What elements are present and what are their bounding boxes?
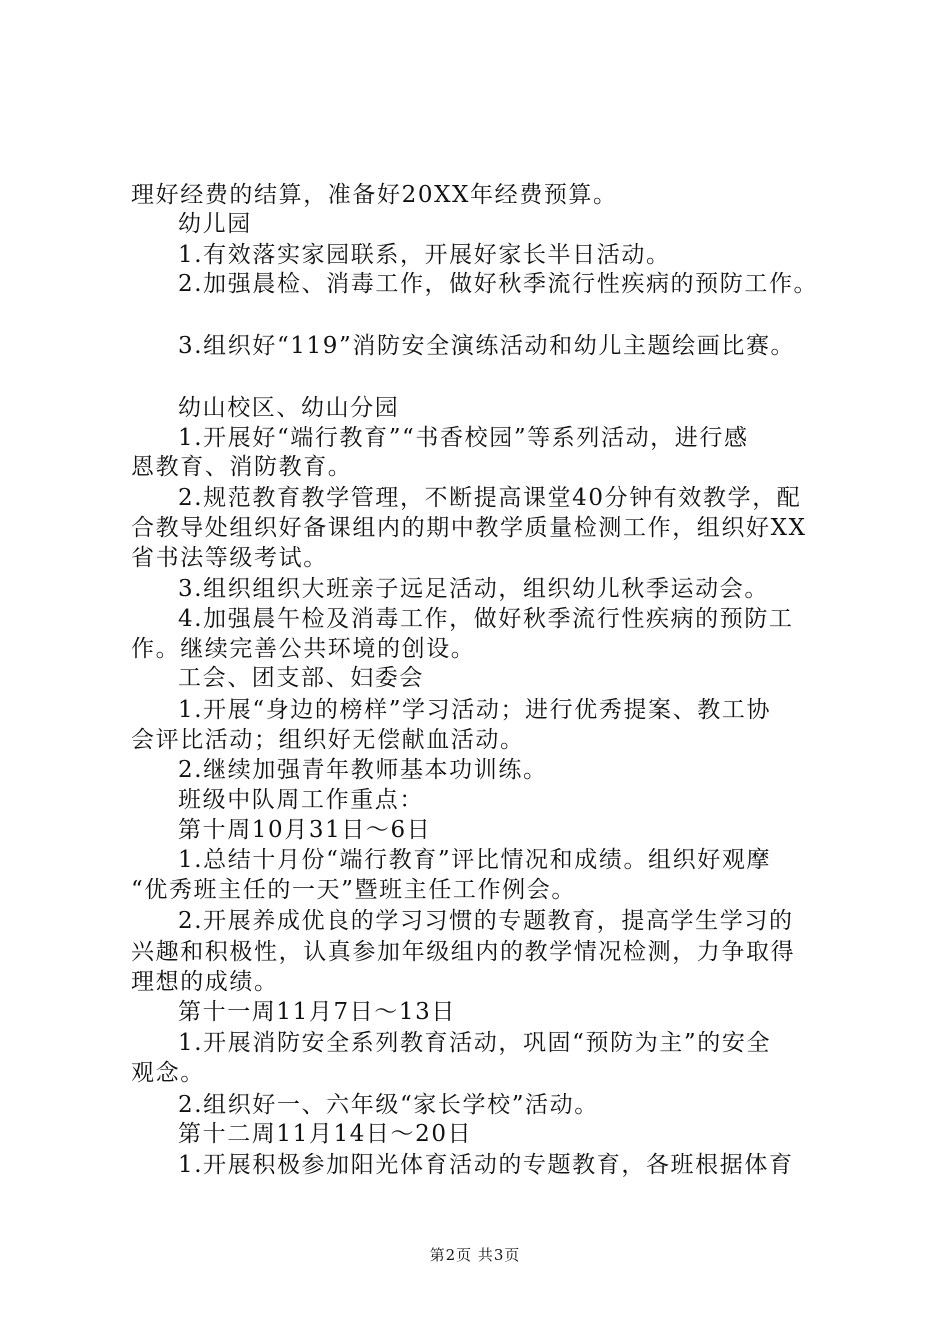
text-line: 2.组织好一、六年级“家长学校”活动。 (178, 1092, 599, 1118)
section-heading-kindergarten: 幼儿园 (178, 211, 252, 237)
text-line: 省书法等级考试。 (131, 545, 328, 571)
text-line: 恩教育、消防教育。 (131, 454, 353, 480)
text-line: 兴趣和积极性，认真参加年级组内的教学情况检测，力争取得 (131, 939, 796, 965)
section-heading-union: 工会、团支部、妇委会 (178, 665, 424, 691)
text-line: 1.开展积极参加阳光体育活动的专题教育，各班根据体育 (178, 1152, 794, 1178)
text-line: 1.总结十月份“端行教育”评比情况和成绩。组织好观摩 (178, 847, 772, 873)
week-heading: 第十一周11月7日～13日 (178, 999, 456, 1025)
text-line: 3.组织组织大班亲子远足活动，组织幼儿秋季运动会。 (178, 576, 769, 602)
text-line: 1.有效落实家园联系，开展好家长半日活动。 (178, 242, 671, 268)
section-heading-youshan: 幼山校区、幼山分园 (178, 395, 400, 421)
text-line: 4.加强晨午检及消毒工作，做好秋季流行性疾病的预防工 (178, 606, 794, 632)
page-footer: 第2页 共3页 (429, 1246, 521, 1264)
text-line: 2.继续加强青年教师基本功训练。 (178, 757, 548, 783)
text-line: 3.组织好“119”消防安全演练活动和幼儿主题绘画比赛。 (178, 333, 796, 359)
text-line: 理好经费的结算，准备好20XX年经费预算。 (131, 182, 618, 208)
section-heading-class-weekly: 班级中队周工作重点： (178, 787, 424, 813)
text-line: 观念。 (131, 1060, 205, 1086)
text-line: 作。继续完善公共环境的创设。 (131, 636, 476, 662)
text-line: 2.开展养成优良的学习习惯的专题教育，提高学生学习的 (178, 908, 794, 934)
text-line: 理想的成绩。 (131, 969, 279, 995)
text-line: 1.开展好“端行教育”“书香校园”等系列活动，进行感 (178, 425, 749, 451)
text-line: 1.开展消防安全系列教育活动，巩固“预防为主”的安全 (178, 1030, 772, 1056)
text-line: 会评比活动；组织好无偿献血活动。 (131, 727, 525, 753)
week-heading: 第十二周11月14日～20日 (178, 1121, 473, 1147)
text-line: 合教导处组织好备课组内的期中教学质量检测工作，组织好XX (131, 515, 807, 541)
text-line: 2.加强晨检、消毒工作，做好秋季流行性疾病的预防工作。 (178, 271, 819, 297)
text-line: 2.规范教育教学管理，不断提高课堂40分钟有效教学，配 (178, 485, 802, 511)
week-heading: 第十周10月31日～6日 (178, 817, 432, 843)
text-line: “优秀班主任的一天”暨班主任工作例会。 (131, 877, 576, 903)
text-line: 1.开展“身边的榜样”学习活动；进行优秀提案、教工协 (178, 697, 772, 723)
